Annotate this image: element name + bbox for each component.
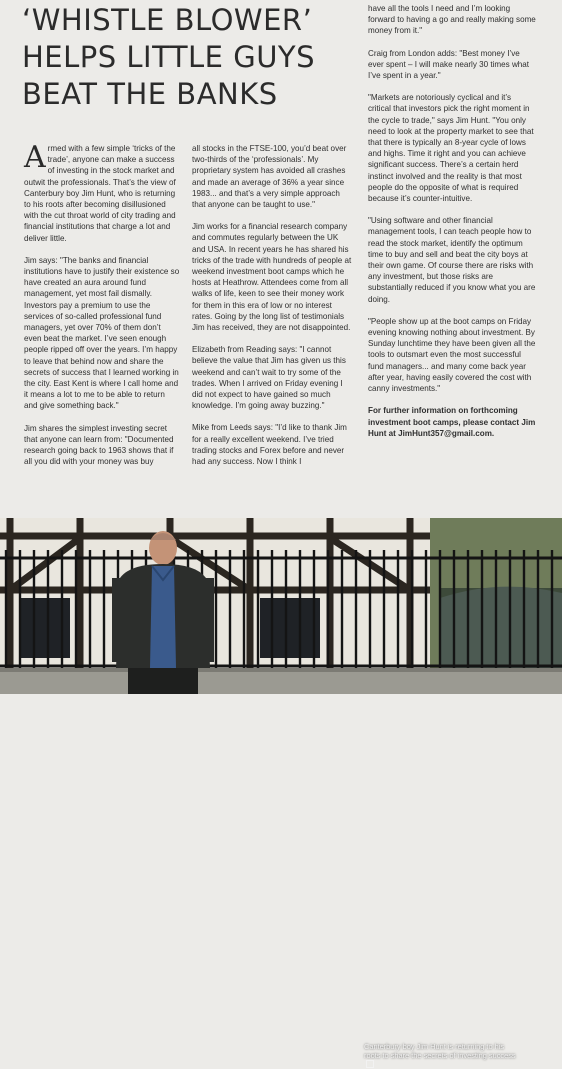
body-paragraph: "Markets are notoriously cyclical and it’s critical that investors pick the right moment in the cycle to trade," says Jim Hunt. "You only need to look at the property market to see that that there is typically an 8-year cycle of lows and highs. Time it right and you can achieve significant success. There’s a certain herd instinct involved and the reality is that most people do the opposite of what is required because it’s counter-intuitive. xyxy=(368,93,534,204)
contact-info: For further information on forthcoming investment boot camps, please contact Jim Hunt at JimHunt357@gmail.com. xyxy=(368,406,536,438)
body-paragraph: Jim says: "The banks and financial institutions have to justify their existence so have created an aura around fund management, yet most fail dismally. Investors pay a premium to use the services of so-called professional fund managers, yet over 70% of them don’t even beat the market. I’ve seen enough people ripped off over the years. I’m happy to leave that behind now and share the secrets of success that I learned working in the city. East Kent is where I call home and it means a lot to me to be able to return and give something back." xyxy=(24,255,180,411)
article-column-2 xyxy=(192,143,352,478)
headline-line-1: ‘WHISTLE BLOWER’ xyxy=(22,3,313,37)
body-paragraph: have all the tools I need and I’m looking forward to having a go and really making some money from it." xyxy=(368,4,536,36)
intro-text: rmed with a few simple ‘tricks of the trade’, anyone can make a success of investing in the stock market and outwit the professionals. That’s the view of Canterbury boy Jim Hunt, who is returning to his roots after becoming disillusioned with the cut throat world of city trading and financial institutions that charge a lot and deliver little. xyxy=(24,144,176,243)
body-paragraph: Jim shares the simplest investing secret that anyone can learn from: "Documented research going back to 1963 shows that if all you did with your money was buy xyxy=(24,423,174,467)
article-column-1 xyxy=(24,140,180,478)
headline-line-2: HELPS LITTLE GUYS xyxy=(22,40,316,74)
caption-end-square-icon xyxy=(366,1060,374,1068)
article-photo xyxy=(0,518,562,1060)
body-paragraph: Jim works for a financial research company and commutes regularly between the UK and USA. In recent years he has shared his tricks of the trade with hundreds of people at weekend investment boot camps which he hosts at Heathrow. Attendees come from all walks of life, keen to see their money work for them in this era of low or no interest rates. Going by the long list of testimonials Jim has received, they are not disappointed. xyxy=(192,222,352,333)
testimonial-paragraph: Elizabeth from Reading says: "I cannot believe the value that Jim has given us this weekend and can’t wait to try some of the trades. When I arrived on Friday evening I did not expect to have gained so much knowledge. I’m going away buzzing." xyxy=(192,345,346,411)
testimonial-paragraph: Craig from London adds: "Best money I’ve ever spent – I will make nearly 30 times what I’ve spent in a year." xyxy=(368,48,530,81)
intro-paragraph xyxy=(24,140,180,244)
body-paragraph: all stocks in the FTSE-100, you’d beat over two-thirds of the ‘professionals’. My proprietary system has avoided all crashes and made an average of 36% a year since 1983... and that’s a very simple approach that anyone can be taught to use." xyxy=(192,144,347,210)
headline-line-3: BEAT THE BANKS xyxy=(22,77,278,111)
body-paragraph: "Using software and other financial management tools, I can teach people how to read the stock market, identify the optimum time to buy and sell and beat the city boys at their own game. Of course there are risks with any investment, but those risks are substantially reduced if you know what you are doing. xyxy=(368,216,536,304)
testimonial-paragraph: Mike from Leeds says: "I’d like to thank Jim for a really excellent weekend. I’ve tried trading stocks and Forex before and never had any success. Now I think I xyxy=(192,423,347,467)
photo-caption xyxy=(364,1042,516,1069)
drop-cap: A xyxy=(24,140,46,175)
body-paragraph: "People show up at the boot camps on Friday evening knowing nothing about investment. By Sunday lunchtime they have been given all the tools to outsmart even the most successful fund managers... and many come back year after year, having easily covered the cost with canny investments." xyxy=(368,316,536,394)
caption-text: Canterbury boy Jim Hunt is returning to his roots to share the secrets of investing success xyxy=(364,1042,516,1060)
photo-illustration xyxy=(0,518,562,694)
article-column-3 xyxy=(368,3,536,450)
article-headline xyxy=(22,2,362,113)
